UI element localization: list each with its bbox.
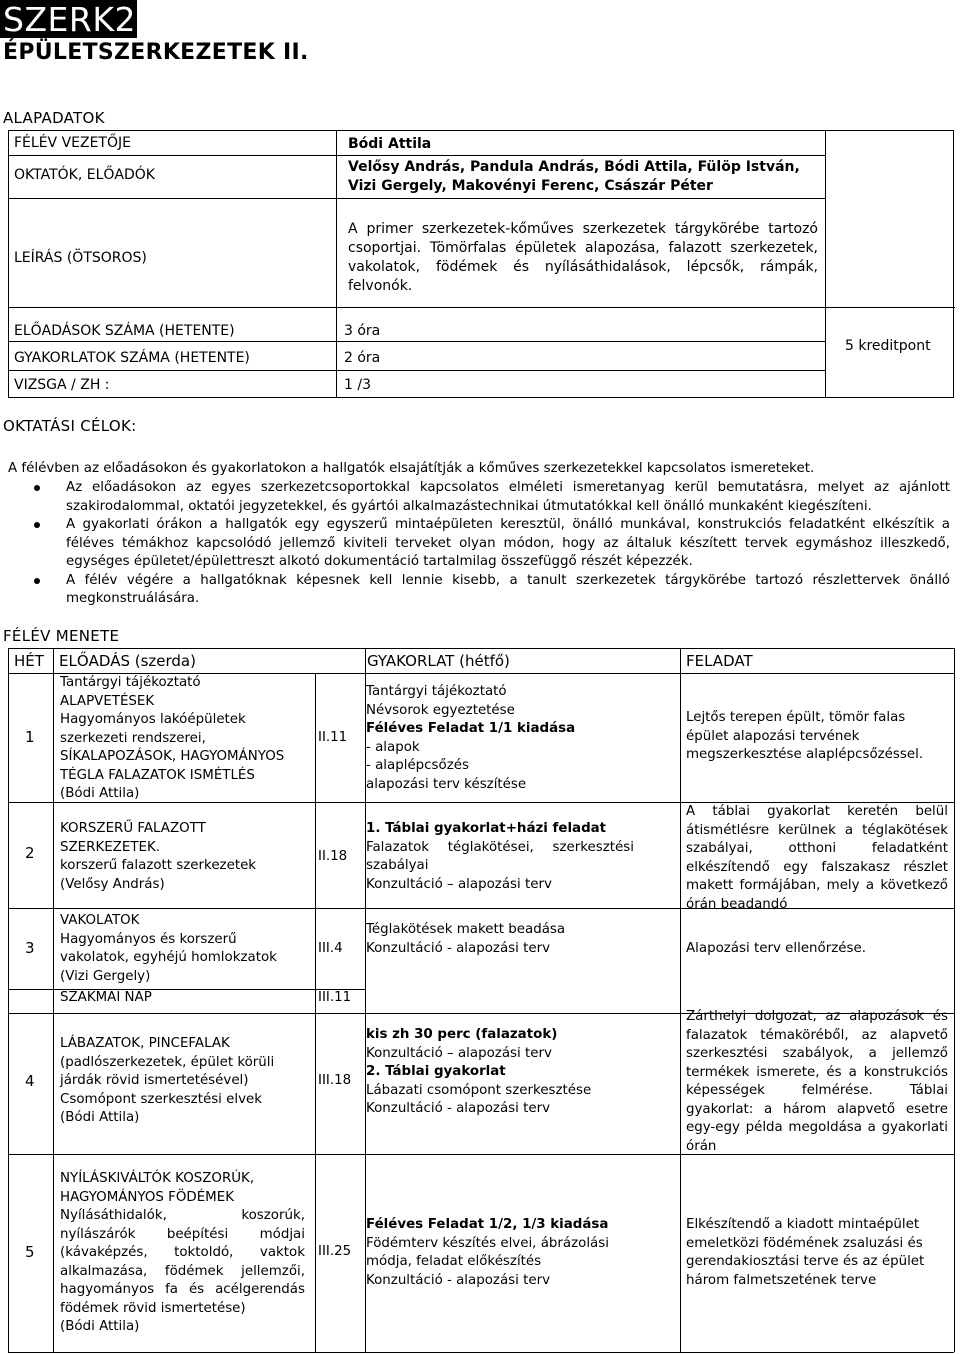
lecture-cell: Tantárgyi tájékoztató ALAPVETÉSEK Hagyományos lakóépületek szerkezeti rendszerei, SÍKALAPOZÁSOK, HAGYOMÁNYOS TÉGLA FALAZATOK ISMÉTLÉS (Bódi Attila)	[60, 675, 285, 801]
kredit-value: 5 kreditpont	[845, 338, 931, 354]
col-feladat: FELADAT	[686, 652, 753, 670]
celok-intro: A félévben az előadásokon és gyakorlatokon a hallgatók elsajátítják a kőműves szerkezetekkel kapcsolatos ismereteket.	[8, 461, 815, 476]
col-gyakorlat: GYAKORLAT (hétfő)	[367, 652, 510, 670]
task-cell: Alapozási terv ellenőrzése.	[686, 941, 866, 956]
lecture-cell: NYÍLÁSKIVÁLTÓK KOSZORÚK, HAGYOMÁNYOS FÖDÉMEK Nyílásáthidalók, koszorúk, nyílászárók beépítési módjai (kávaképzés, toktoldó, vaktok alkalmazása, födémek jellemzői, hagyományos fa és acélgerendás födémek rövid ismertetése) (Bódi Attila)	[60, 1171, 305, 1334]
lecture-cell: VAKOLATOK Hagyományos és korszerű vakolatok, egyhéjú homlokzatok (Vizi Gergely)	[60, 913, 277, 984]
practice-cell: 1. Táblai gyakorlat+házi feladat Falazatok téglakötései, szerkesztési szabályai Konzultáció – alapozási terv	[366, 821, 634, 892]
lecture-cell: SZAKMAI NAP	[60, 990, 152, 1005]
week-number: 1	[25, 728, 35, 746]
lecture-cell: KORSZERŰ FALAZOTT SZERKEZETEK. korszerű falazott szerkezetek (Velősy András)	[60, 821, 257, 892]
week-number: 5	[25, 1243, 35, 1261]
lecture-date: III.11	[318, 990, 352, 1005]
menet-heading: FÉLÉV MENETE	[3, 627, 120, 645]
task-cell: A táblai gyakorlat keretén belül átismétlésre kerülnek a téglakötések szabályai, otthoni feladatként elkészítendő egy falszakasz részlet makett formájában, mely a következő órán beadandó	[686, 804, 948, 912]
lecture-date: II.11	[318, 730, 348, 745]
week-number: 4	[25, 1072, 35, 1090]
celok-list	[36, 479, 950, 609]
col-het: HÉT	[14, 652, 44, 670]
week-number: 3	[25, 939, 35, 957]
alapadatok-box	[8, 130, 954, 398]
oktatok-value: Velősy András, Pandula András, Bódi Attila, Fülöp István, Vizi Gergely, Makovényi Ferenc, Császár Péter	[348, 159, 800, 194]
schedule-table	[8, 648, 960, 1348]
task-cell: Elkészítendő a kiadott mintaépület emeletközi födémének zsaluzási és gerendakiosztási terve és az épület három falmetszetének terve	[686, 1217, 925, 1288]
vizsga-value: 1 /3	[344, 377, 371, 393]
week-number: 2	[25, 844, 35, 862]
eloadasok-value: 3 óra	[344, 323, 381, 339]
felev-vezetoje-value: Bódi Attila	[348, 136, 432, 152]
task-cell: Lejtős terepen épült, tömör falas épület alapozási tervének megszerkesztése alaplépcsőzéssel.	[686, 710, 924, 762]
practice-cell: Téglakötések makett beadása Konzultáció - alapozási terv	[366, 922, 566, 956]
lecture-date: III.4	[318, 941, 343, 956]
task-cell: Zárthelyi dolgozat, az alapozások és falazatok témaköréből, az alapvető szerkesztési szabályok, a jellemző termékek ismerete, és a konstrukciós képességek felmérése. Táblai gyakorlat: a három alapvető esetre egy-egy példa megoldása a gyakorlati órán	[686, 1009, 948, 1154]
gyakorlatok-value: 2 óra	[344, 350, 381, 366]
lecture-date: III.18	[318, 1073, 352, 1088]
practice-cell: Tantárgyi tájékoztató Névsorok egyeztetése Féléves Feladat 1/1 kiadása - alapok - alaplépcsőzés alapozási terv készítése	[366, 684, 576, 792]
gyakorlatok-label: GYAKORLATOK SZÁMA (HETENTE)	[14, 350, 250, 366]
practice-cell: kis zh 30 perc (falazatok) Konzultáció – alapozási terv 2. Táblai gyakorlat Lábazati csomópont szerkesztése Konzultáció - alapozási terv	[366, 1027, 592, 1116]
alapadatok-heading: ALAPADATOK	[3, 109, 105, 127]
leiras-label: LEÍRÁS (ÖTSOROS)	[14, 250, 147, 266]
course-title: ÉPÜLETSZERKEZETEK II.	[3, 40, 309, 65]
lecture-date: III.25	[318, 1244, 352, 1259]
celok-heading: OKTATÁSI CÉLOK:	[3, 417, 137, 435]
celok-bullet: Az előadásokon az egyes szerkezetcsoportokkal kapcsolatos elméleti ismeretanyag kerül bemutatásra, melyet az ajánlott szakirodalommal, oktatói jegyzetekkel, és gyártói alkalmazástechnikai útmutatókkal kell önálló munkaként kiegészíteni.	[36, 479, 950, 516]
lecture-date: II.18	[318, 849, 348, 864]
lecture-cell: LÁBAZATOK, PINCEFALAK (padlószerkezetek, épület körüli járdák rövid ismertetésével) Csomópont szerkesztési elvek (Bódi Attila)	[60, 1036, 275, 1125]
col-eloadas: ELŐADÁS (szerda)	[59, 652, 196, 670]
celok-bullet: A félév végére a hallgatóknak képesnek kell lennie kisebb, a tanult szerkezetek tárgykörébe tartozó részlettervek önálló megkonstruálására.	[36, 572, 950, 609]
practice-cell: Féléves Feladat 1/2, 1/3 kiadása Födémterv készítés elvei, ábrázolási módja, feladat előkészítés Konzultáció - alapozási terv	[366, 1217, 609, 1288]
leiras-value: A primer szerkezetek-kőműves szerkezetek tárgykörébe tartozó csoportjai. Tömörfalas épületek alapozása, falazott szerkezetek, vakolatok, födémek és nyílásáthidalások, lépcsők, rámpák, felvonók.	[348, 221, 818, 294]
vizsga-label: VIZSGA / ZH :	[14, 377, 110, 393]
felev-vezetoje-label: FÉLÉV VEZETŐJE	[14, 135, 131, 151]
course-code: SZERK2	[0, 0, 137, 38]
eloadasok-label: ELŐADÁSOK SZÁMA (HETENTE)	[14, 323, 235, 339]
oktatok-label: OKTATÓK, ELŐADÓK	[14, 167, 155, 183]
celok-bullet: A gyakorlati órákon a hallgatók egy egyszerű mintaépületen keresztül, önálló munkával, konstrukciós feladatként elkészítik a féléves témákhoz kapcsolódó jellemző kiviteli terveket olyan módon, hogy az általuk készített tervek egymáshoz illeszkedő, egységes épületet/épülettreszt alkotó dokumentáció tartalmilag összefüggő részét képezzék.	[36, 516, 950, 572]
